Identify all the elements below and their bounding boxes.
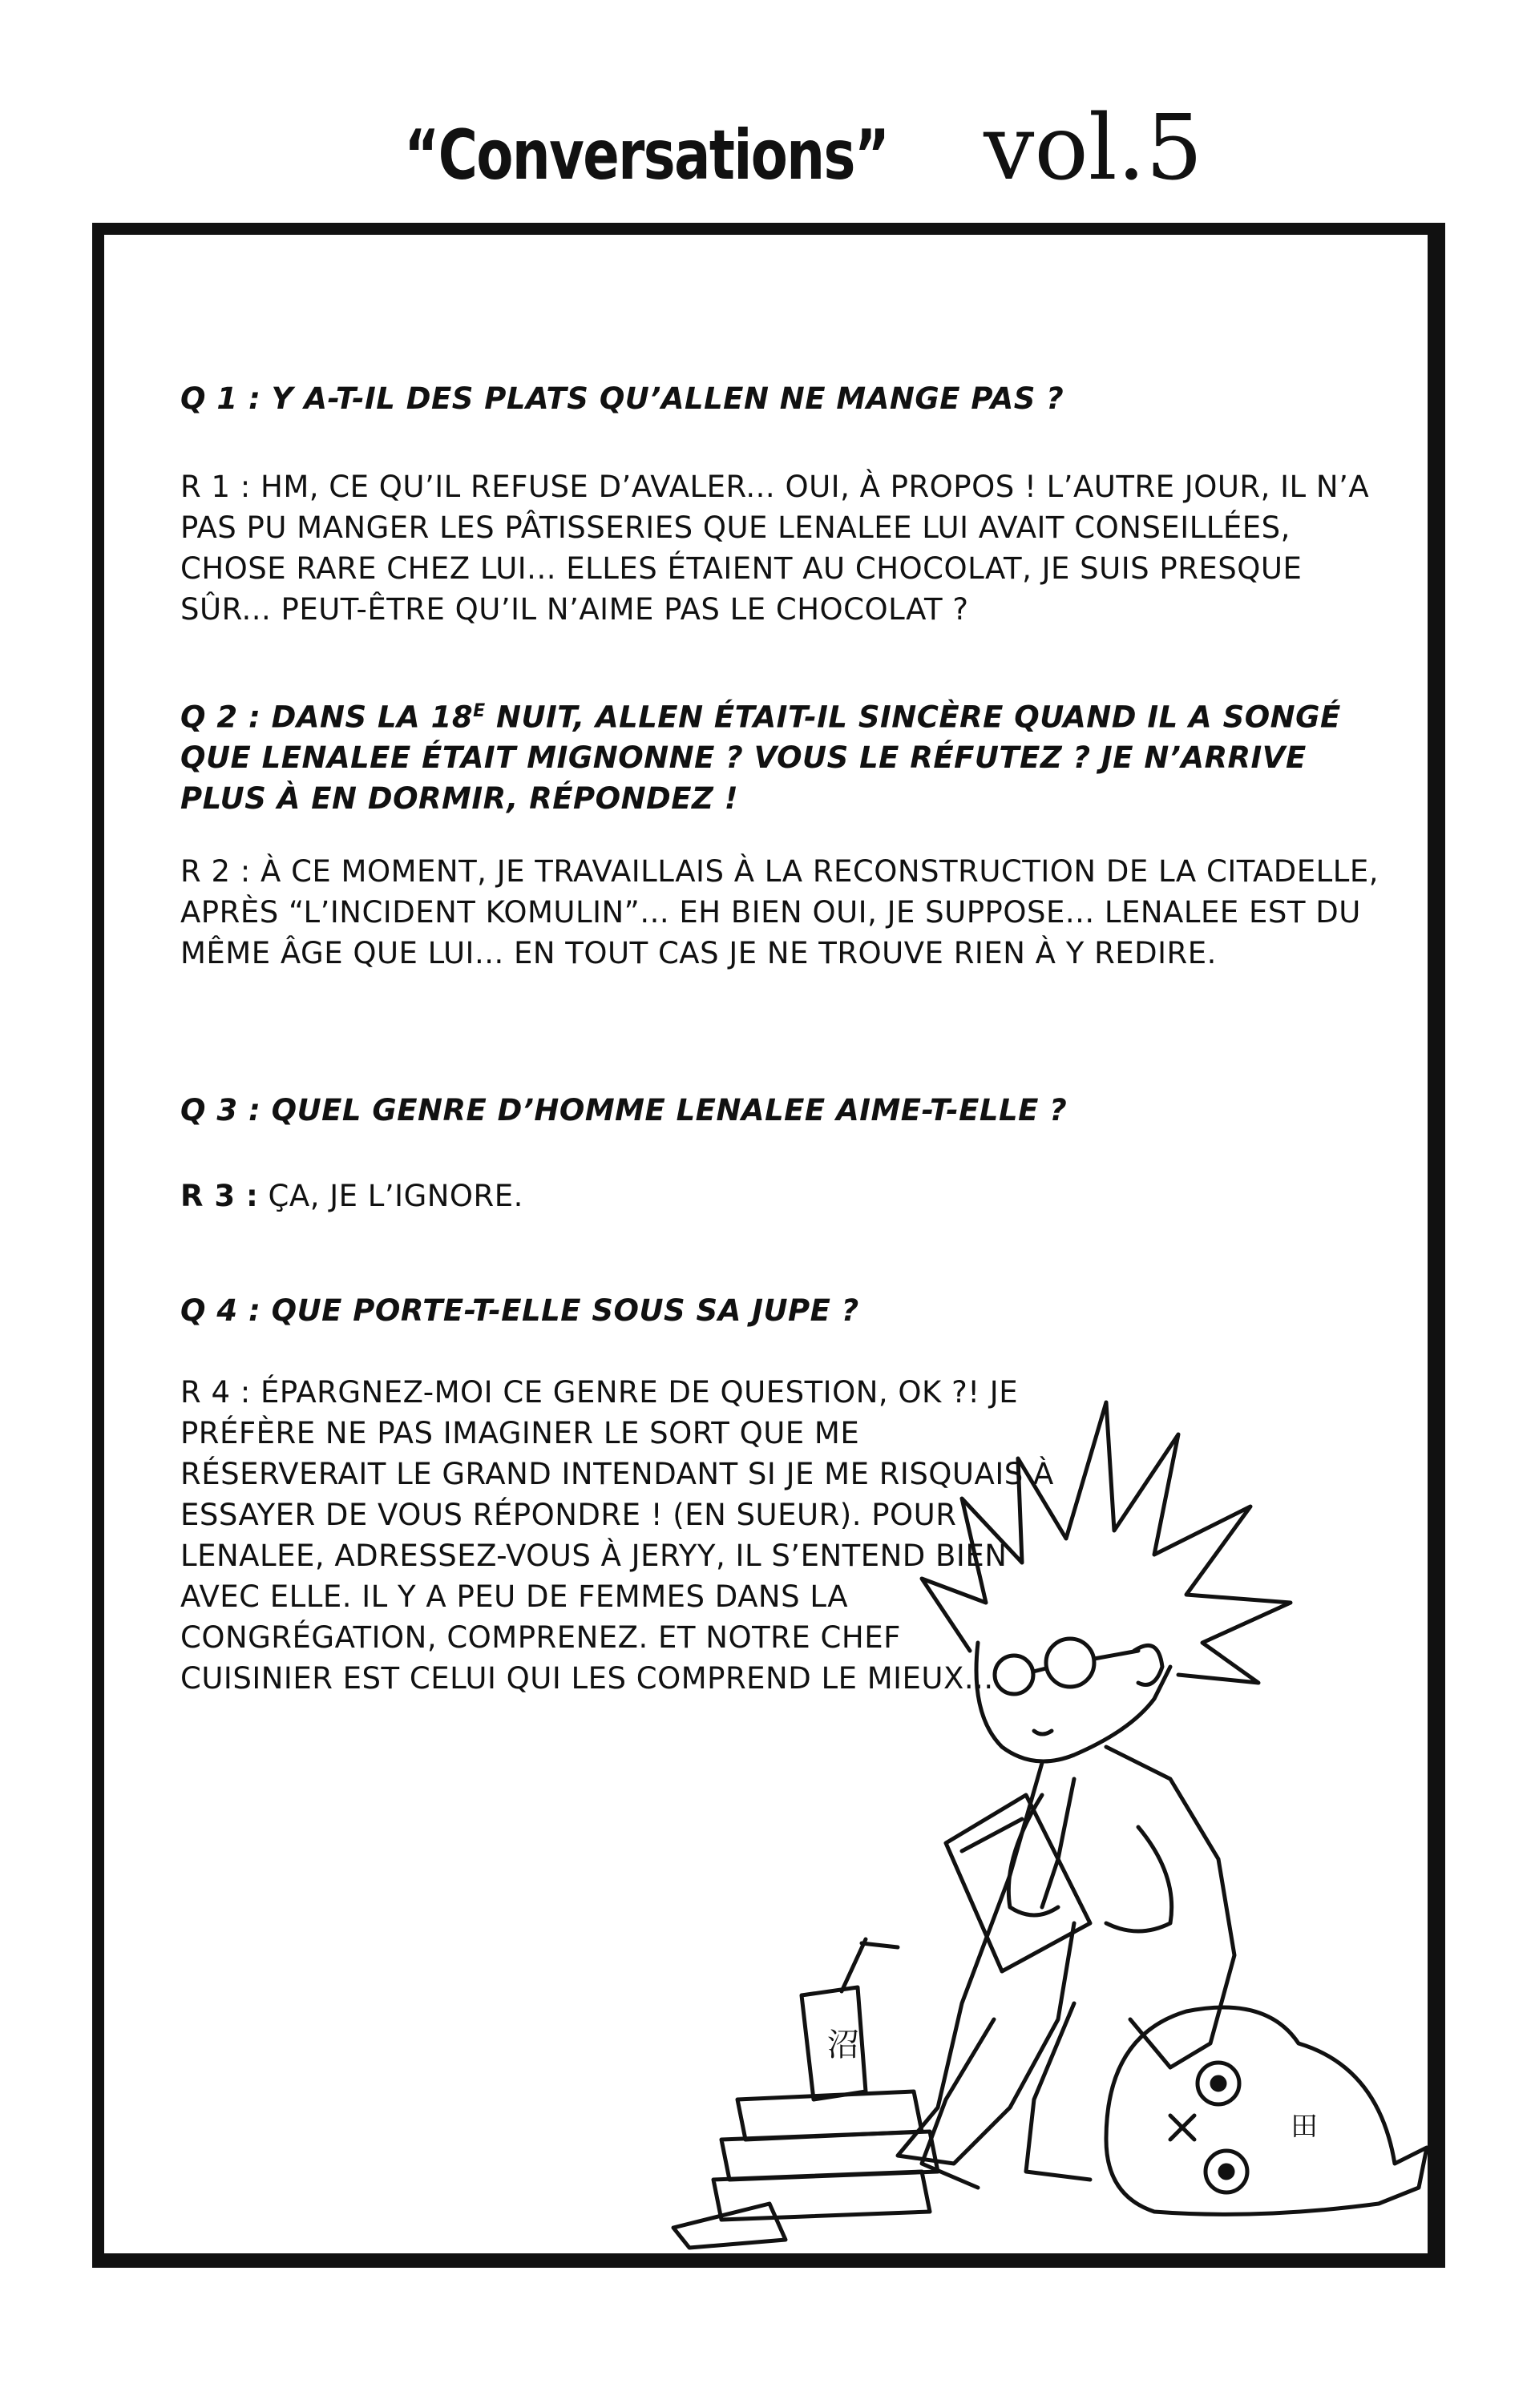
glasses-right xyxy=(1046,1639,1094,1687)
book-3 xyxy=(713,2172,930,2220)
answer-3-prefix: R 3 : xyxy=(180,1179,259,1213)
question-2-superscript: E xyxy=(473,701,486,721)
sack xyxy=(1106,2007,1427,2214)
answer-1: R 1 : HM, CE QU’IL REFUSE D’AVALER... OUI, À PROPOS ! L’AUTRE JOUR, IL N’A PAS PU MANGER LES PÂTISSERIES QUE LENALEE LUI AVAIT CONSEILLÉES, CHOSE RARE CHEZ LUI... ELLES ÉTAIENT AU CHOCOLAT, JE SUIS PRESQUE SÛR... PEUT-ÊTRE QU’IL N’AIME PAS LE CHOCOLAT ? xyxy=(180,470,1370,627)
face xyxy=(976,1643,1170,1761)
title-main: “Conversations” xyxy=(404,115,889,196)
question-2-start: Q 2 : DANS LA 18 xyxy=(180,700,474,735)
glasses-left xyxy=(995,1656,1033,1694)
cup-glyph: 沼 xyxy=(827,2027,859,2063)
scientist-reading-illustration xyxy=(657,1298,1459,2252)
coat xyxy=(898,1763,1074,2164)
sack-glyph: 田 xyxy=(1291,2111,1318,2143)
drink-straw xyxy=(842,1939,866,1991)
question-2 xyxy=(180,691,1391,819)
hair xyxy=(922,1402,1291,1683)
question-1: Q 1 : Y A-T-IL DES PLATS QU’ALLEN NE MANGE PAS ? xyxy=(180,381,1064,416)
question-3: Q 3 : QUEL GENRE D’HOMME LENALEE AIME-T-ELLE ? xyxy=(180,1093,1068,1127)
page-title xyxy=(0,96,1539,200)
answer-3-text: ÇA, JE L’IGNORE. xyxy=(258,1179,523,1213)
question-4: Q 4 : QUE PORTE-T-ELLE SOUS SA JUPE ? xyxy=(180,1293,859,1328)
question-2-end: NUIT, ALLEN ÉTAIT-IL SINCÈRE QUAND IL A SONGÉ QUE LENALEE ÉTAIT MIGNONNE ? VOUS LE RÉFUTEZ ? JE N’ARRIVE PLUS À EN DORMIR, RÉPONDEZ ! xyxy=(180,700,1341,817)
answer-3 xyxy=(180,1176,1391,1216)
title-volume: vol.5 xyxy=(984,96,1203,200)
answer-4: R 4 : ÉPARGNEZ-MOI CE GENRE DE QUESTION, OK ?! JE PRÉFÈRE NE PAS IMAGINER LE SORT QUE ME RÉSERVERAIT LE GRAND INTENDANT SI JE ME RISQUAIS À ESSAYER DE VOUS RÉPONDRE ! (EN SUEUR). POUR LENALEE, ADRESSEZ-VOUS À JERYY, IL S’ENTEND BIEN AVEC ELLE. IL Y A PEU DE FEMMES DANS LA CONGRÉGATION, COMPRENEZ. ET NOTRE CHEF CUISINIER EST CELUI QUI LES COMPREND LE MIEUX... xyxy=(180,1375,1054,1696)
answer-2: R 2 : À CE MOMENT, JE TRAVAILLAIS À LA RECONSTRUCTION DE LA CITADELLE, APRÈS “L’INCIDENT KOMULIN”... EH BIEN OUI, JE SUPPOSE... LENALEE EST DU MÊME ÂGE QUE LUI... EN TOUT CAS JE NE TROUVE RIEN À Y REDIRE. xyxy=(180,854,1379,970)
